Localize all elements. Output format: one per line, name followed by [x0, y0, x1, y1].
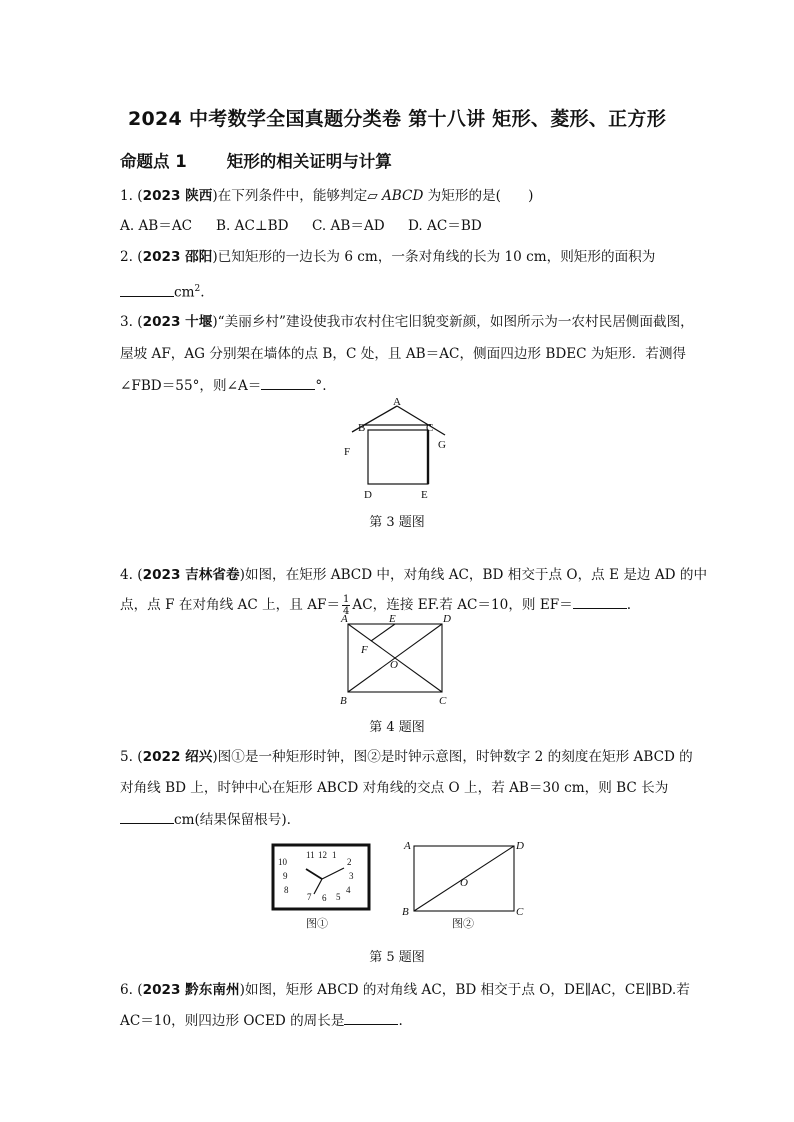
clock-numeral: 5	[336, 892, 341, 902]
answer-blank	[261, 377, 315, 390]
label-a: A	[404, 840, 411, 852]
figure-4-rectangle	[336, 610, 460, 706]
answer-blank	[120, 811, 174, 824]
section-heading	[120, 148, 392, 172]
question-2-stem: 2. (2023 邵阳)已知矩形的一边长为 6 cm，一条对角线的长为 10 cm，则矩形的面积为	[120, 249, 656, 265]
label-c: C	[439, 695, 447, 706]
question-2-answer-line: $cm^2$.	[120, 279, 205, 303]
question-source: 2023 邵阳	[142, 249, 213, 265]
question-3-line3: ∠FBD＝55°，则∠A＝ °.	[120, 378, 327, 394]
figure-3-caption: 第 3 题图	[369, 515, 425, 530]
question-source: 2023 陕西	[142, 188, 213, 204]
label-c: C	[516, 906, 524, 918]
question-3-line2: 屋坡 AF，AG 分别架在墙体的点 B，C 处，且 AB＝AC，侧面四边形 BDEC 为矩形．若测得	[120, 346, 687, 362]
question-4-line2: 点，点 F 在对角线 AC 上，且 AF＝ $\frac{1}{4}$ AC，连接 EF.若 AC＝10，则 EF＝ .	[120, 594, 632, 617]
clock-numeral: 10	[278, 857, 287, 867]
clock-numeral: 9	[283, 871, 288, 881]
clock-numeral: 7	[307, 892, 312, 902]
clock-numeral: 3	[349, 871, 354, 881]
clock-numbers	[278, 850, 354, 903]
clock-numeral: 6	[322, 893, 327, 903]
label-g: G	[438, 439, 446, 451]
clock-minute-hand	[322, 868, 344, 879]
label-e: E	[389, 613, 396, 625]
label-b: B	[340, 695, 347, 706]
label-d: D	[364, 489, 372, 501]
answer-blank	[344, 1012, 398, 1025]
label-d: D	[516, 840, 524, 852]
question-3-stem: 3. (2023 十堰)“美丽乡村”建设使我市农村住宅旧貌变新颜，如图所示为一农村民居侧面截图，	[120, 314, 694, 330]
clock-numeral: 2	[347, 857, 352, 867]
question-source: 2023 吉林省卷	[142, 567, 240, 583]
fraction-one-quarter: $\frac{1}{4}$	[343, 594, 350, 617]
label-f: F	[344, 446, 351, 458]
label-a: A	[393, 396, 401, 408]
label-e: E	[421, 489, 428, 501]
question-source: 2023 黔东南州	[142, 982, 240, 998]
question-source: 2022 绍兴	[142, 749, 213, 765]
page-title: 2024 中考数学全国真题分类卷 第十八讲 矩形、菱形、正方形	[127, 108, 667, 130]
clock-numeral: 11	[306, 850, 315, 860]
label-b: B	[358, 422, 366, 434]
figure-4-caption: 第 4 题图	[369, 720, 425, 735]
question-5-stem: 5. (2022 绍兴)图①是一种矩形时钟，图②是时钟示意图，时钟数字 2 的刻度在矩形 ABCD 的	[120, 749, 693, 765]
label-d: D	[443, 613, 451, 625]
clock-numeral: 8	[284, 885, 289, 895]
label-c: C	[426, 422, 434, 434]
figure-3-house	[330, 392, 470, 504]
figure-5-caption: 第 5 题图	[369, 950, 425, 965]
answer-blank	[573, 596, 627, 609]
question-6-line2: AC＝10，则四边形 OCED 的周长是 .	[120, 1013, 403, 1029]
question-4-stem: 4. (2023 吉林省卷)如图，在矩形 ABCD 中，对角线 AC，BD 相交于点 O，点 E 是边 AD 的中	[120, 567, 708, 583]
label-o: O	[390, 659, 398, 671]
clock-second-hand	[314, 879, 322, 894]
question-6-stem: 6. (2023 黔东南州)如图，矩形 ABCD 的对角线 AC，BD 相交于点 O，DE∥AC，CE∥BD.若	[120, 982, 690, 998]
question-1-options	[120, 216, 482, 236]
label-o: O	[460, 877, 468, 889]
figure-label-1: 图①	[306, 918, 328, 930]
question-source: 2023 十堰	[142, 314, 213, 330]
roof-ag	[397, 406, 445, 435]
clock-hour-hand	[306, 869, 322, 879]
clock-numeral: 12	[318, 850, 327, 860]
option-c: C. AB＝AD	[312, 218, 385, 234]
option-a: A. AB＝AC	[120, 218, 193, 234]
label-f: F	[361, 644, 368, 656]
answer-blank	[120, 284, 174, 297]
rect-bdec	[368, 430, 428, 484]
question-1-stem: 1. (2023 陕西)在下列条件中，能够判定▱ ABCD 为矩形的是( )	[120, 188, 534, 204]
figure-label-2: 图②	[452, 918, 474, 930]
question-5-line3: cm(结果保留根号).	[120, 810, 291, 830]
clock-numeral: 4	[346, 885, 351, 895]
section-name: 矩形的相关证明与计算	[226, 152, 392, 171]
question-5-line2: 对角线 BD 上，时钟中心在矩形 ABCD 对角线的交点 O 上，若 AB＝30 cm，则 BC 长为	[120, 780, 669, 796]
figure-5-clock	[268, 838, 532, 938]
option-d: D. AC＝BD	[408, 218, 482, 234]
label-a: A	[341, 613, 348, 625]
segment-ef	[371, 624, 395, 641]
label-b: B	[402, 906, 409, 918]
option-b: B. AC⊥BD	[216, 218, 289, 234]
section-label: 命题点 1	[120, 152, 187, 171]
clock-numeral: 1	[332, 850, 337, 860]
